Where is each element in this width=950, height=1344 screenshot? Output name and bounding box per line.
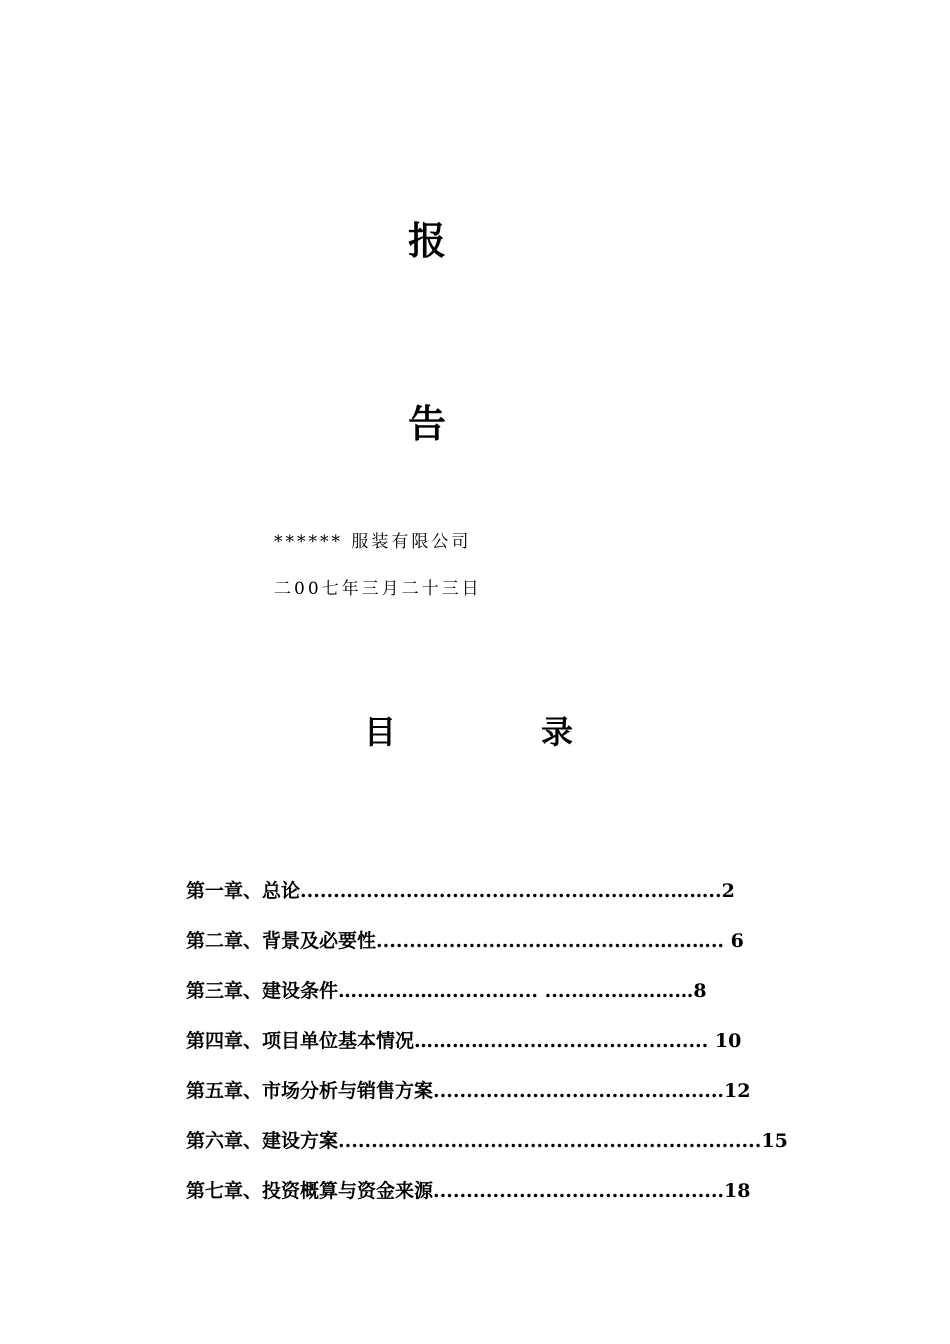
toc-entry-chapter-3: 第三章、建设条件………………............. ...........…………8 <box>186 980 707 1002</box>
report-title-char-2: 告 <box>408 401 447 446</box>
toc-entry-chapter-4: 第四章、项目单位基本情况…………................................. 10 <box>186 1030 742 1052</box>
toc-entry-chapter-1: 第一章、总论........................................................……..2 <box>186 880 735 902</box>
toc-entry-chapter-7: 第七章、投资概算与资金来源............................................18 <box>186 1180 751 1202</box>
toc-heading-char-1: 目 <box>364 713 397 751</box>
company-name: ****** 服装有限公司 <box>274 532 472 552</box>
toc-entry-chapter-6: 第六章、建设方案................................................................15 <box>186 1130 788 1152</box>
toc-heading-char-2: 录 <box>541 713 574 751</box>
toc-entry-chapter-5: 第五章、市场分析与销售方案............................................12 <box>186 1080 751 1102</box>
toc-entry-chapter-2: 第二章、背景及必要性..........................................……….. 6 <box>186 930 744 952</box>
table-of-contents <box>186 875 788 1225</box>
report-title-char-1: 报 <box>408 218 447 263</box>
report-date: 二00七年三月二十三日 <box>274 579 482 599</box>
